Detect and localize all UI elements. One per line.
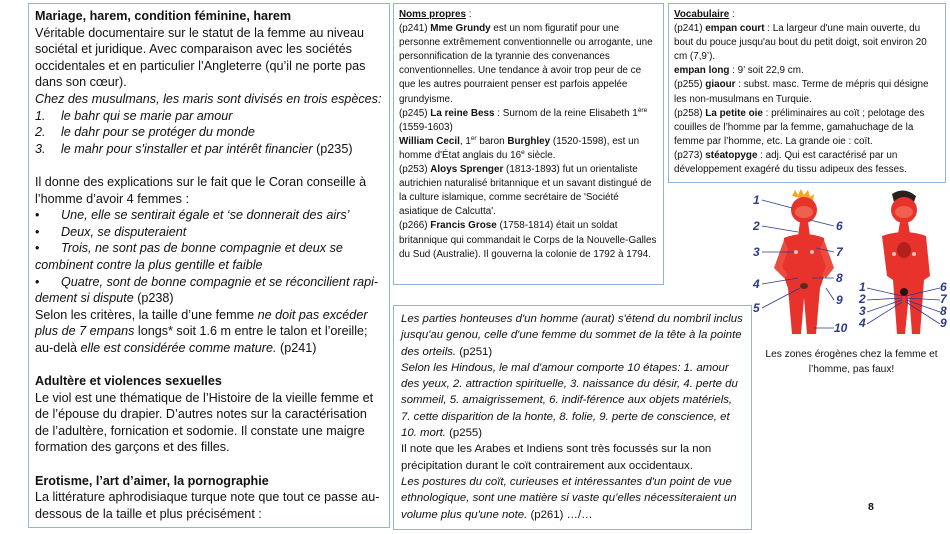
list-item: • Quatre, sont de bonne compagnie et se réconcilient rapi-dement si dispute (p238) (35, 274, 379, 306)
page-number: 8 (868, 501, 874, 513)
note-aurat: Les parties honteuses d'un homme (aurat) s'étend du nombril inclus jusqu'au genou, celle d'une femme du sommet de la tête à la pointe des orteils. (p251) (401, 313, 743, 358)
svg-text:3: 3 (753, 245, 760, 259)
size-rule: Selon les critères, la taille d’une femme ne doit pas excéder plus de 7 empans longs* soit 1.6 m entre le talon et l’oreille; au-delà elle est considérée comme mature. (p241) (35, 307, 368, 355)
svg-text:6: 6 (940, 280, 947, 294)
illustration-caption: Les zones érogènes chez la femme et l’homme, pas faux! (765, 349, 938, 375)
svg-text:9: 9 (940, 316, 947, 330)
svg-text:2: 2 (859, 292, 866, 306)
list-item: 1. le bahr qui se marie par amour (35, 108, 233, 123)
name-entry: (p253) Aloys Sprenger (1813-1893) fut un orientaliste autrichien naturalisé britannique et un savant distingué de la culture islamique, comme secrétaire de 'Société asiatique de Calcutta'. (399, 164, 652, 218)
panel-title: Noms propres : (399, 9, 472, 20)
name-entry: William Cecil, 1er baron Burghley (1520-1598), est un homme d'État anglais du 16e siècle. (399, 134, 640, 161)
vocab-entry: empan long : 9’ soit 22,9 cm. (674, 65, 804, 77)
section-title-adultere: Adultère et violences sexuelles (35, 374, 222, 389)
svg-text:6: 6 (836, 219, 843, 233)
erogenous-zones-illustration (752, 188, 948, 334)
vocab-entry: (p273) stéatopyge : adj. Qui est caractérisé par un développement exagéré du tissu adipeux des fesses. (674, 149, 907, 176)
bullet-icon: • (35, 208, 40, 223)
list-item: • Deux, se disputeraient (35, 224, 187, 239)
svg-text:8: 8 (836, 271, 843, 285)
svg-text:7: 7 (940, 292, 947, 306)
husbands-list (35, 108, 383, 158)
bullet-icon: • (35, 241, 40, 256)
svg-text:4: 4 (753, 277, 760, 291)
name-entry: (p266) Francis Grose (1758-1814) était un soldat britannique qui commandait le Corps de la Nouvelle-Galles du Sud (Australie). Il gouverna la colonie de 1792 à 1794. (399, 220, 657, 260)
section-text-adultere: Le viol est une thématique de l’Histoire de la vieille femme et de l’épouse du drapier. D’autres notes sur la caractérisation de l’adultère, fornication et sodomie. Il constate une maigre formation des garçons et des filles. (35, 390, 374, 455)
svg-text:4: 4 (859, 316, 866, 330)
svg-text:9: 9 (836, 293, 843, 307)
left-text-panel (28, 3, 390, 528)
section-title-mariage: Mariage, harem, condition féminine, harem (35, 9, 292, 23)
coran-intro: Il donne des explications sur le fait que le Coran conseille à l’homme d’avoir 4 femmes : (35, 174, 367, 206)
note-arabes: Il note que les Arabes et Indiens sont très focussés sur la non précipitation durant le coït contrairement aux occidentaux. (401, 443, 712, 472)
name-entry: (p241) Mme Grundy est un nom figuratif pour une personne extrêmement conventionnelle ou arrogante, une personnification de la tyrannie des convenances conventionnelles. Une tendance à avoir trop peur de ce que les autres pourraient penser est parfois appelée grundyisme. (399, 23, 653, 105)
bullet-icon: • (35, 274, 40, 289)
proper-names-panel (393, 3, 664, 285)
svg-text:10: 10 (834, 321, 848, 334)
note-hindous: Selon les Hindous, le mal d'amour comporte 10 étapes: 1. amour des yeux, 2. attraction spirituelle, 3. naissance du désir, 4. perte du sommeil, 5. amaigrissement, 6. indif-férence aux objets matériels, 7. cette disparition de la honte, 8. folie, 9. perte de conscience, et 10. mort. (p255) (401, 361, 738, 440)
notes-panel (393, 305, 752, 530)
svg-text:1: 1 (859, 280, 866, 294)
husbands-intro: Chez des musulmans, les maris sont divisés en trois espèces: (35, 91, 382, 106)
woman-figure-icon (774, 189, 834, 334)
svg-text:2: 2 (753, 219, 760, 233)
list-item: 3. le mahr pour s'installer et par intérêt financier (p235) (35, 141, 353, 156)
panel-title: Vocabulaire : (674, 9, 735, 20)
note-postures: Les postures du coït, curieuses et intéressantes d'un point de vue ethnologique, sont une matière si vaste qu’elles nécessiteraient un volume plus qu'une note. (p261) …/… (401, 475, 737, 521)
section-title-erotisme: Erotisme, l’art d’aimer, la pornographie (35, 473, 269, 488)
svg-text:3: 3 (859, 304, 866, 318)
vocabulary-panel (668, 3, 946, 183)
bullet-icon: • (35, 224, 40, 239)
list-item: • Trois, ne sont pas de bonne compagnie et deux se combinent contre la plus gentille et faible (35, 241, 343, 272)
svg-text:1: 1 (753, 193, 760, 207)
svg-text:8: 8 (940, 304, 947, 318)
svg-text:7: 7 (836, 245, 843, 259)
wives-list (35, 207, 383, 307)
svg-text:5: 5 (753, 301, 760, 315)
vocab-entry: (p241) empan court : La largeur d'une main ouverte, du bout du pouce jusqu'au bout du petit doigt, soit environ 20 cm (7,9’). (674, 23, 927, 63)
list-item: 2. le dahr pour se protéger du monde (35, 125, 255, 140)
section-text-erotisme: La littérature aphrodisiaque turque note que tout ce passe au-dessous de la taille et plus précisément : (35, 490, 380, 521)
section-intro-mariage: Véritable documentaire sur le statut de la femme au niveau sociétal et juridique. Avec comparaison avec les sociétés occidentales et en particulier l’Angleterre (qu’il ne porte pas dans son cœur). (35, 25, 366, 90)
list-item: • Une, elle se sentirait égale et ‘se donnerait des airs’ (35, 208, 350, 223)
vocab-entry: (p258) La petite oie : préliminaires au coït ; pelotage des couilles de l’homme par la femme, gamahuchage de la femme par l’homme, etc. La grande oie : coït. (674, 107, 925, 147)
vocab-entry: (p255) giaour : subst. masc. Terme de mépris qui désigne les non-musulmans en Turquie. (674, 79, 929, 105)
name-entry: (p245) La reine Bess : Surnom de la reine Elisabeth 1ère (1559-1603) (399, 106, 648, 133)
